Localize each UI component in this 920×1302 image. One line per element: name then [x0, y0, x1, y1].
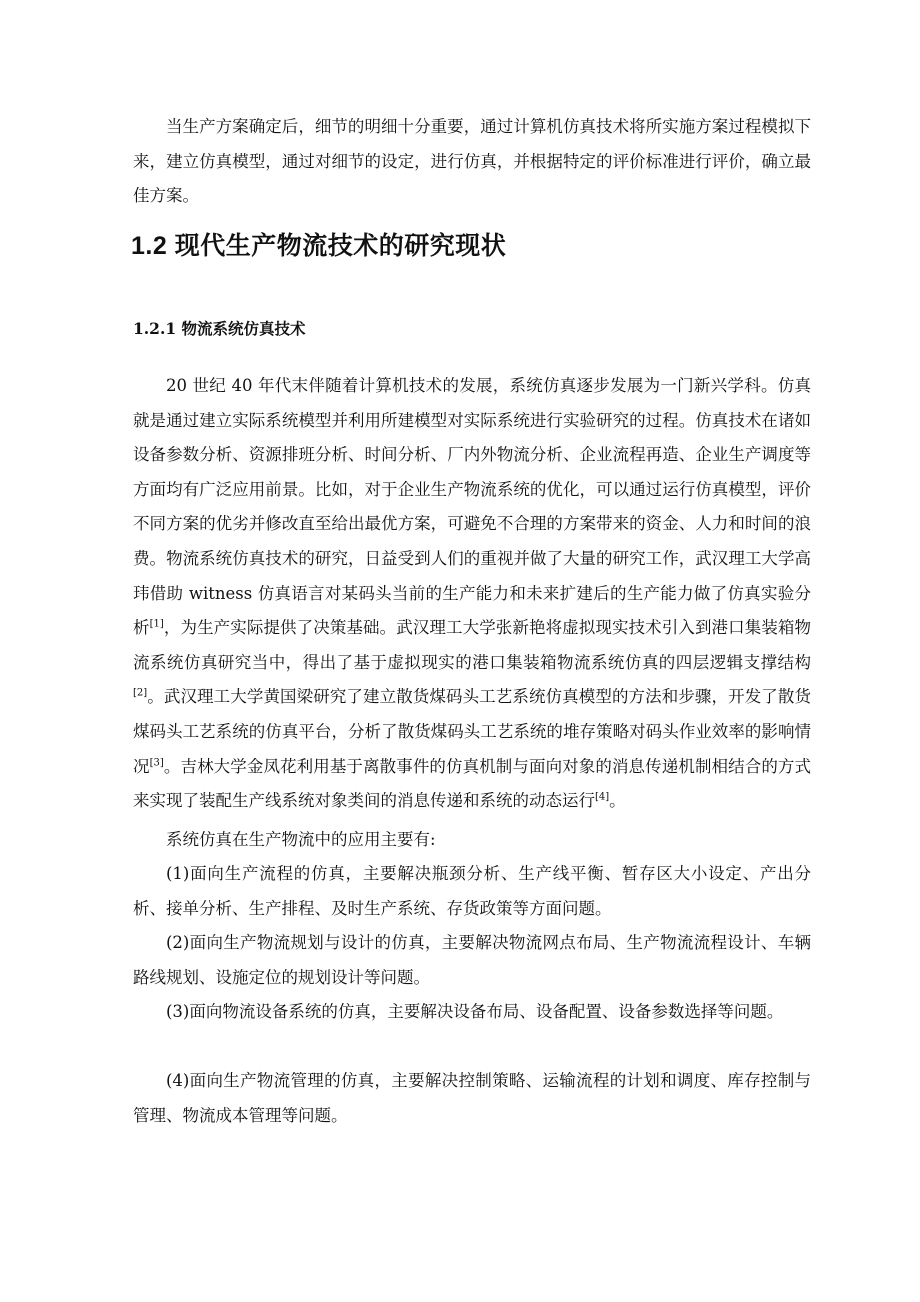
- application-item-4: (4)面向生产物流管理的仿真，主要解决控制策略、运输流程的计划和调度、库存控制与管理、物流成本管理等问题。: [133, 1071, 811, 1125]
- paragraph-text: 。武汉理工大学黄国梁研究了建立散货煤码头工艺系统仿真模型的方法和步骤，开发了散货煤码头工艺系统的仿真平台，分析了散货煤码头工艺系统的堆存策略对码头作业效率的影响情况: [133, 687, 811, 776]
- simulation-overview-paragraph: [133, 369, 811, 819]
- subsection-heading: 1.2.1 物流系统仿真技术: [133, 319, 306, 338]
- citation-1: [1]: [149, 618, 164, 630]
- application-item-1: (1)面向生产流程的仿真，主要解决瓶颈分析、生产线平衡、暂存区大小设定、产出分析、接单分析、生产排程、及时生产系统、存货政策等方面问题。: [133, 864, 811, 918]
- section-heading: 1.2 现代生产物流技术的研究现状: [131, 232, 507, 260]
- applications-intro-paragraph: 系统仿真在生产物流中的应用主要有:: [166, 830, 436, 849]
- application-item-3: (3)面向物流设备系统的仿真，主要解决设备布局、设备配置、设备参数选择等问题。: [166, 1002, 784, 1021]
- paragraph-text: 。吉林大学金凤花利用基于离散事件的仿真机制与面向对象的消息传递机制相结合的方式来实现了装配生产线系统对象类间的消息传递和系统的动态运行: [133, 756, 812, 811]
- citation-4: [4]: [595, 791, 610, 803]
- citation-3: [3]: [149, 757, 164, 769]
- paragraph-text: 20 世纪 40 年代末伴随着计算机技术的发展，系统仿真逐步发展为一门新兴学科。仿真就是通过建立实际系统模型并利用所建模型对实际系统进行实验研究的过程。仿真技术在诸如设备参数分析、资源排班分析、时间分析、厂内外物流分析、企业流程再造、企业生产调度等方面均有广泛应用前景。比如，对于企业生产物流系统的优化，可以通过运行仿真模型，评价不同方案的优劣并修改直至给出最优方案，可避免不合理的方案带来的资金、人力和时间的浪费。物流系统仿真技术的研究，日益受到人们的重视并做了大量的研究工作，武汉理工大学高玮借助 witness 仿真语言对某码头当前的生产能力和未来扩建后的生产能力做了仿真实验分析: [133, 376, 811, 638]
- citation-2: [2]: [133, 687, 148, 699]
- application-item-2: (2)面向生产物流规划与设计的仿真，主要解决物流网点布局、生产物流流程设计、车辆路线规划、设施定位的规划设计等问题。: [133, 933, 811, 987]
- intro-paragraph: 当生产方案确定后，细节的明细十分重要，通过计算机仿真技术将所实施方案过程模拟下来，建立仿真模型，通过对细节的设定，进行仿真，并根据特定的评价标准进行评价，确立最佳方案。: [133, 117, 811, 206]
- paragraph-text: ，为生产实际提供了决策基础。武汉理工大学张新艳将虚拟现实技术引入到港口集装箱物流系统仿真研究当中，得出了基于虚拟现实的港口集装箱物流系统仿真的四层逻辑支撑结构: [133, 618, 812, 672]
- paragraph-text: 。: [609, 791, 626, 811]
